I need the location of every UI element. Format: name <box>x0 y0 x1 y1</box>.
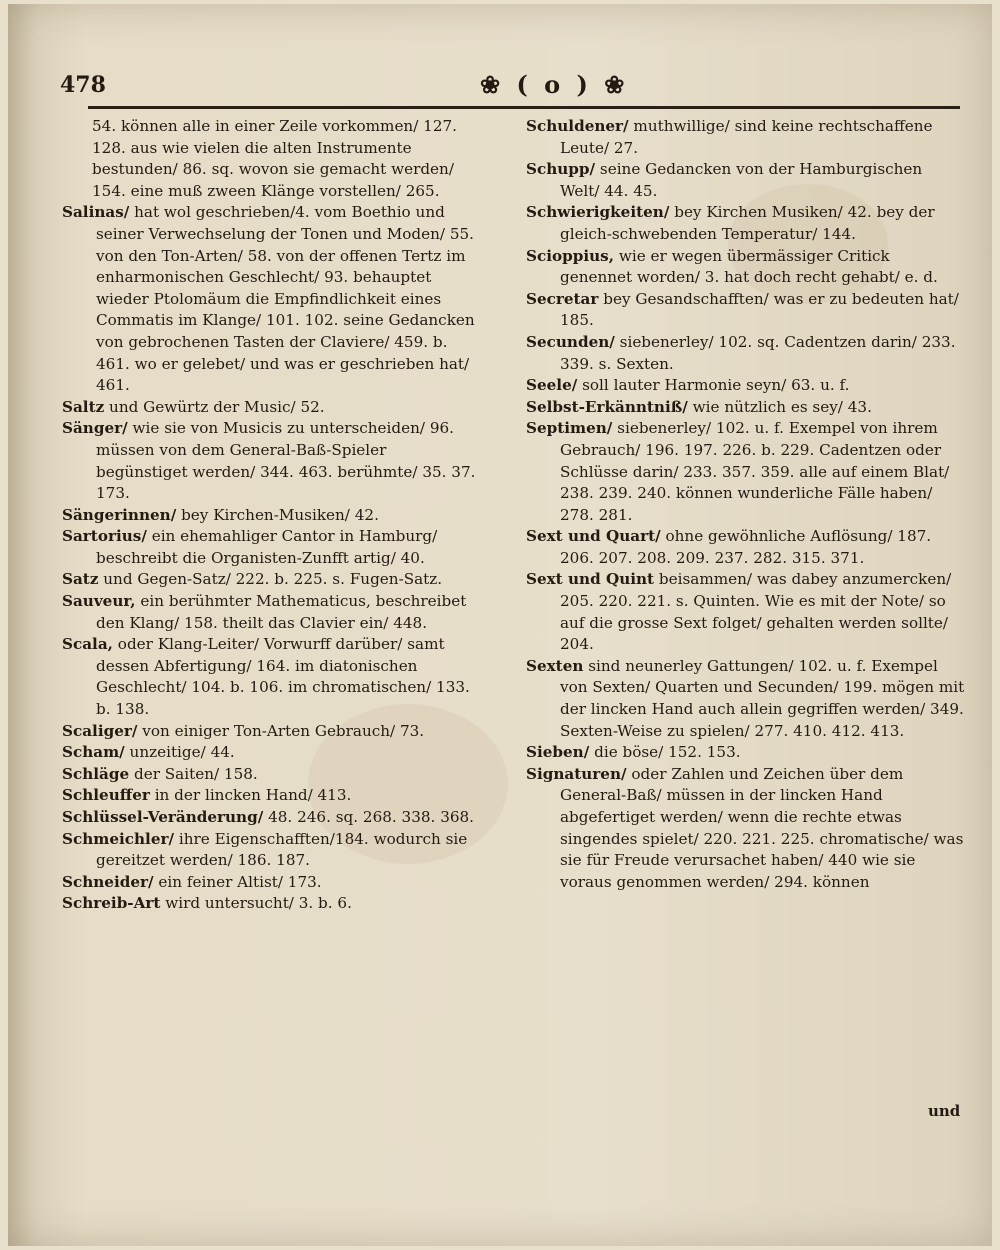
index-entry <box>526 569 966 655</box>
index-entry <box>62 742 482 764</box>
index-entry-text: 54. können alle in einer Zeile vorkommen/ 127. 128. aus wie vielen die alten Instrumente bestunden/ 86. sq. wovon sie gemacht werden/ 154. eine muß zween Klänge vorstellen/ 265. <box>92 117 457 200</box>
index-entry-text: ein berühmter Mathematicus, beschreibet den Klang/ 158. theilt das Clavier ein/ 448. <box>96 592 467 632</box>
index-entry <box>526 742 966 764</box>
index-entry-text: wie nützlich es sey/ 43. <box>687 397 872 416</box>
index-entry-text: beisammen/ was dabey anzumercken/ 205. 220. 221. s. Quinten. Wie es mit der Note/ so auf die grosse Sext folget/ gehalten werden sollte/ 204. <box>560 570 952 654</box>
header-rule <box>88 106 960 109</box>
index-entry-text: die böse/ 152. 153. <box>589 743 741 762</box>
index-entry-headword: Satz <box>62 570 99 589</box>
index-entry-headword: Sartorius/ <box>62 527 147 546</box>
index-entry-headword: Sängerinnen/ <box>62 505 177 524</box>
index-entry <box>62 569 482 591</box>
header-ornament: ❀ ( o ) ❀ <box>480 70 629 99</box>
index-entry-text: oder Zahlen und Zeichen über dem General-Baß/ müssen in der lincken Hand abgefertiget werden/ wenn die rechte etwas singendes spielet/ 220. 221. 225. chromatische/ was sie für Freude verursachet haben/ 440 wie sie voraus genommen werden/ 294. können <box>560 764 964 891</box>
index-entry <box>62 634 482 720</box>
index-entry-headword: Selbst-Erkänntniß/ <box>526 397 688 416</box>
index-entry <box>62 505 482 527</box>
index-entry-text: siebenerley/ 102. u. f. Exempel von ihrem Gebrauch/ 196. 197. 226. b. 229. Cadentzen oder Schlüsse darin/ 233. 357. 359. alle auf einem Blat/ 238. 239. 240. können wunderliche Fälle haben/ 278. 281. <box>560 419 950 524</box>
index-entry-headword: Secretar <box>526 289 599 308</box>
index-column-left <box>62 116 482 915</box>
index-entry <box>62 721 482 743</box>
index-entry <box>526 418 966 526</box>
index-entry <box>62 202 482 396</box>
index-entry <box>62 418 482 504</box>
catchword: und <box>928 1102 961 1120</box>
index-entry <box>526 246 966 289</box>
index-entry-text: in der lincken Hand/ 413. <box>149 786 352 805</box>
index-entry-text: ihre Eigenschafften/184. wodurch sie gereitzet werden/ 186. 187. <box>96 829 468 870</box>
index-entry-text: 48. 246. sq. 268. 338. 368. <box>263 808 475 826</box>
index-entry-headword: Schwierigkeiten/ <box>526 203 670 222</box>
index-entry-headword: Seele/ <box>526 376 578 395</box>
index-entry-text: und Gegen-Satz/ 222. b. 225. s. Fugen-Satz. <box>98 570 443 589</box>
index-entry <box>526 375 966 397</box>
index-entry-headword: Schleuffer <box>62 786 150 805</box>
index-entry-headword: Septimen/ <box>526 419 613 438</box>
index-entry-headword: Schmeichler/ <box>62 829 175 848</box>
index-entry-headword: Scham/ <box>62 743 125 762</box>
index-entry-text: bey Gesandschafften/ was er zu bedeuten hat/ 185. <box>560 289 959 330</box>
index-entry-headword: Saltz <box>62 397 105 416</box>
index-entry <box>62 397 482 419</box>
index-entry <box>526 332 966 375</box>
index-entry-headword: Sauveur, <box>62 592 136 611</box>
index-entry-text: bey Kirchen Musiken/ 42. bey der gleich-schwebenden Temperatur/ 144. <box>560 203 935 243</box>
index-entry-text: wie sie von Musicis zu unterscheiden/ 96. müssen von dem General-Baß-Spieler begünstiget werden/ 344. 463. berühmte/ 35. 37. 173. <box>96 419 476 503</box>
index-entry-headword: Scioppius, <box>526 246 615 265</box>
index-entry-text: ein feiner Altist/ 173. <box>153 872 322 891</box>
index-entry-text: oder Klang-Leiter/ Vorwurff darüber/ samt dessen Abfertigung/ 164. im diatonischen Geschlecht/ 104. b. 106. im chromatischen/ 133. b. 138. <box>96 635 470 719</box>
index-entry-headword: Schlüssel-Veränderung/ <box>62 808 264 826</box>
index-entry-headword: Sexten <box>526 656 584 675</box>
index-entry <box>526 526 966 569</box>
index-entry-text: unzeitige/ 44. <box>124 743 235 762</box>
index-entry-headword: Secunden/ <box>526 332 615 351</box>
index-entry-headword: Scaliger/ <box>62 721 138 740</box>
index-entry-text: bey Kirchen-Musiken/ 42. <box>176 505 379 524</box>
index-entry-headword: Schupp/ <box>526 160 596 179</box>
index-entry <box>526 202 966 245</box>
index-entry-headword: Schläge <box>62 764 130 783</box>
index-entry-headword: Scala, <box>62 635 113 654</box>
index-entry-text: siebenerley/ 102. sq. Cadentzen darin/ 233. 339. s. Sexten. <box>560 332 956 373</box>
index-entry-text: hat wol geschrieben/4. vom Boethio und seiner Verwechselung der Tonen und Moden/ 55. von den Ton-Arten/ 58. von der offenen Tertz im enharmonischen Geschlecht/ 93. behauptet wieder Ptolomäum die Empfindlichkeit eines Commatis im Klange/ 101. 102. seine Gedancken von gebrochenen Tasten der Claviere/ 459. b. 461. wo er gelebet/ und was er geschrieben hat/ 461. <box>96 203 475 395</box>
index-entry <box>526 289 966 332</box>
index-entry <box>62 872 482 894</box>
index-entry <box>62 116 482 202</box>
index-column-right <box>526 116 966 893</box>
index-entry-headword: Sänger/ <box>62 419 128 438</box>
index-entry-text: wie er wegen übermässiger Critick genennet worden/ 3. hat doch recht gehabt/ e. d. <box>560 246 938 287</box>
index-entry-headword: Sext und Quint <box>526 570 655 589</box>
index-entry <box>62 591 482 634</box>
index-entry <box>62 526 482 569</box>
index-entry-text: und Gewürtz der Music/ 52. <box>104 397 325 416</box>
index-entry-headword: Salinas/ <box>62 203 130 222</box>
index-entry <box>62 807 482 829</box>
index-entry-headword: Signaturen/ <box>526 764 627 783</box>
index-entry-text: von einiger Ton-Arten Gebrauch/ 73. <box>137 721 425 740</box>
index-entry <box>526 116 966 159</box>
index-entry-headword: Schuldener/ <box>526 117 629 135</box>
index-entry-text: ohne gewöhnliche Auflösung/ 187. 206. 207. 208. 209. 237. 282. 315. 371. <box>560 527 932 567</box>
index-entry <box>526 159 966 202</box>
index-entry-text: sind neunerley Gattungen/ 102. u. f. Exempel von Sexten/ Quarten und Secunden/ 199. mögen mit der lincken Hand auch allein gegriffen werden/ 349. Sexten-Weise zu spielen/ 277. 410. 412. 413. <box>560 656 965 740</box>
index-entry-headword: Schreib-Art <box>62 894 161 913</box>
index-entry-headword: Schneider/ <box>62 872 154 891</box>
index-entry-text: der Saiten/ 158. <box>129 764 258 783</box>
index-entry <box>526 397 966 419</box>
index-entry <box>62 829 482 872</box>
index-entry-headword: Sext und Quart/ <box>526 527 661 546</box>
index-entry <box>62 785 482 807</box>
index-entry-text: muthwillige/ sind keine rechtschaffene Leute/ 27. <box>560 117 933 157</box>
index-entry <box>526 656 966 742</box>
index-entry-text: ein ehemahliger Cantor in Hamburg/ beschreibt die Organisten-Zunfft artig/ 40. <box>96 527 438 567</box>
index-entry-text: wird untersucht/ 3. b. 6. <box>160 894 352 913</box>
page-number: 478 <box>60 72 106 98</box>
index-entry-text: soll lauter Harmonie seyn/ 63. u. f. <box>577 376 850 395</box>
page-header <box>60 72 960 106</box>
index-entry <box>62 893 482 915</box>
index-entry-text: seine Gedancken von der Hamburgischen Welt/ 44. 45. <box>560 160 923 200</box>
index-entry <box>526 764 966 894</box>
index-entry <box>62 764 482 786</box>
index-entry-headword: Sieben/ <box>526 743 590 762</box>
